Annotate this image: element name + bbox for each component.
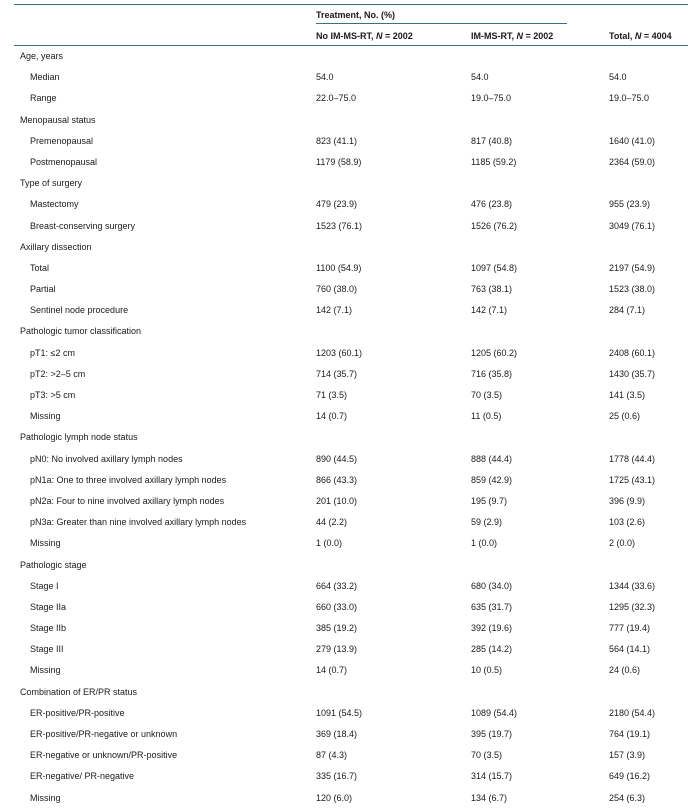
cell-im-ms-rt: 1097 (54.8) [471,262,518,273]
cell-total: 3049 (76.1) [609,220,656,231]
table-row [0,194,688,215]
cell-total: 25 (0.6) [609,411,641,422]
cell-no-im-ms-rt: 1100 (54.9) [316,262,362,273]
table-row [0,131,688,152]
row-label: Range [30,93,57,104]
cell-no-im-ms-rt: 87 (4.3) [316,750,348,761]
table-row [0,491,688,512]
cell-im-ms-rt: 392 (19.6) [471,623,513,634]
row-label: Premenopausal [30,135,94,146]
row-label: Sentinel node procedure [30,305,129,316]
table-row [0,364,688,385]
cell-im-ms-rt: 59 (2.9) [471,517,503,528]
cell-total: 284 (7.1) [609,305,646,316]
cell-im-ms-rt: 817 (40.8) [471,135,513,146]
cell-no-im-ms-rt: 479 (23.9) [316,199,358,210]
row-label: Stage IIa [30,601,67,612]
row-label: pT2: >2–5 cm [30,368,86,379]
table-row [0,406,688,427]
cell-im-ms-rt: 1185 (59.2) [471,156,517,167]
row-label: Missing [30,665,61,676]
cell-no-im-ms-rt: 142 (7.1) [316,305,353,316]
table-row [0,279,688,300]
cell-total: 1344 (33.6) [609,580,656,591]
cell-im-ms-rt: 70 (3.5) [471,390,503,400]
column-header-no-im-ms-rt: No IM-MS-RT, N = 2002 [316,31,413,41]
section-label: Pathologic lymph node status [20,432,138,443]
treatment-group-rule [316,23,567,24]
cell-im-ms-rt: 476 (23.8) [471,199,513,210]
table-row [0,67,688,88]
table-row [0,597,688,618]
cell-no-im-ms-rt: 1091 (54.5) [316,707,363,718]
column-header-im-ms-rt: IM-MS-RT, N = 2002 [471,31,554,41]
table-row [0,639,688,660]
cell-im-ms-rt: 395 (19.7) [471,729,513,739]
table-row [0,88,688,109]
table-row [0,766,688,787]
cell-no-im-ms-rt: 660 (33.0) [316,601,358,612]
cell-total: 2408 (60.1) [609,347,656,358]
cell-im-ms-rt: 134 (6.7) [471,792,508,803]
cell-no-im-ms-rt: 201 (10.0) [316,495,358,506]
cell-im-ms-rt: 635 (31.7) [471,601,513,612]
section-header-row [0,173,688,194]
table-row [0,258,688,279]
section-label: Type of surgery [20,178,83,189]
cell-im-ms-rt: 1526 (76.2) [471,220,518,231]
cell-no-im-ms-rt: 54.0 [316,72,334,83]
section-label: Age, years [20,51,64,61]
row-label: pN3a: Greater than nine involved axillary lymph nodes [30,517,247,528]
cell-total: 764 (19.1) [609,729,651,739]
cell-im-ms-rt: 142 (7.1) [471,305,508,316]
table-row [0,618,688,639]
cell-no-im-ms-rt: 760 (38.0) [316,284,358,295]
cell-total: 777 (19.4) [609,623,651,634]
cell-im-ms-rt: 888 (44.4) [471,453,513,464]
section-header-row [0,682,688,703]
cell-no-im-ms-rt: 1 (0.0) [316,538,343,549]
cell-total: 19.0–75.0 [609,93,650,104]
section-label: Combination of ER/PR status [20,686,138,697]
cell-total: 1523 (38.0) [609,284,656,295]
section-header-row [0,46,688,67]
section-label: Pathologic stage [20,559,87,570]
cell-im-ms-rt: 314 (15.7) [471,771,513,782]
cell-no-im-ms-rt: 71 (3.5) [316,390,348,400]
section-header-row [0,321,688,342]
cell-im-ms-rt: 19.0–75.0 [471,93,512,104]
cell-total: 54.0 [609,72,627,83]
table-row [0,703,688,724]
table-row [0,724,688,745]
cell-total: 955 (23.9) [609,199,651,210]
cell-im-ms-rt: 716 (35.8) [471,368,513,379]
table-row [0,216,688,237]
section-header-row [0,110,688,131]
cell-no-im-ms-rt: 335 (16.7) [316,771,358,782]
cell-total: 141 (3.5) [609,390,646,400]
cell-total: 2197 (54.9) [609,262,656,273]
cell-im-ms-rt: 11 (0.5) [471,411,502,422]
cell-im-ms-rt: 285 (14.2) [471,644,513,655]
cell-total: 1725 (43.1) [609,474,656,485]
cell-no-im-ms-rt: 823 (41.1) [316,135,358,146]
section-header-row [0,237,688,258]
row-label: Total [30,262,50,273]
row-label: Missing [30,411,61,422]
cell-total: 254 (6.3) [609,792,646,803]
cell-no-im-ms-rt: 890 (44.5) [316,453,358,464]
cell-no-im-ms-rt: 14 (0.7) [316,665,348,676]
row-label: pN2a: Four to nine involved axillary lymph nodes [30,495,225,506]
table-row [0,660,688,681]
row-label: Median [30,72,60,83]
cell-im-ms-rt: 1 (0.0) [471,538,498,549]
cell-im-ms-rt: 859 (42.9) [471,474,513,485]
row-label: pT3: >5 cm [30,390,76,400]
cell-no-im-ms-rt: 22.0–75.0 [316,93,357,104]
table-row [0,512,688,533]
cell-total: 24 (0.6) [609,665,641,676]
table-body [0,46,688,809]
cell-im-ms-rt: 54.0 [471,72,489,83]
cell-total: 564 (14.1) [609,644,651,655]
row-label: Stage IIb [30,623,67,634]
table-row [0,745,688,766]
row-label: ER-positive/PR-negative or unknown [30,729,178,739]
section-header-row [0,555,688,576]
cell-im-ms-rt: 1089 (54.4) [471,707,518,718]
row-label: Missing [30,538,61,549]
cell-total: 1778 (44.4) [609,453,656,464]
table-row [0,533,688,554]
cell-total: 103 (2.6) [609,517,646,528]
cell-no-im-ms-rt: 385 (19.2) [316,623,358,634]
table-row [0,152,688,173]
cell-total: 1640 (41.0) [609,135,656,146]
cell-no-im-ms-rt: 369 (18.4) [316,729,358,739]
cell-im-ms-rt: 10 (0.5) [471,665,503,676]
row-label: ER-negative or unknown/PR-positive [30,750,178,761]
section-label: Pathologic tumor classification [20,326,142,337]
table-row [0,300,688,321]
cell-im-ms-rt: 1205 (60.2) [471,347,518,358]
cell-no-im-ms-rt: 664 (33.2) [316,580,358,591]
treatment-group-header: Treatment, No. (%) [316,10,396,20]
row-label: ER-negative/ PR-negative [30,771,135,782]
cell-no-im-ms-rt: 866 (43.3) [316,474,358,485]
cell-no-im-ms-rt: 1203 (60.1) [316,347,363,358]
table-row [0,343,688,364]
row-label: Stage I [30,580,59,591]
cell-total: 157 (3.9) [609,750,646,761]
row-label: pT1: ≤2 cm [30,347,75,358]
row-label: Stage III [30,644,64,655]
table-row [0,449,688,470]
row-label: Missing [30,792,61,803]
cell-total: 2180 (54.4) [609,707,656,718]
table-row [0,470,688,491]
section-label: Menopausal status [20,114,96,125]
cell-total: 1430 (35.7) [609,368,656,379]
row-label: pN0: No involved axillary lymph nodes [30,453,183,464]
table-row [0,788,688,809]
cell-no-im-ms-rt: 279 (13.9) [316,644,358,655]
section-label: Axillary dissection [20,241,92,252]
cell-total: 396 (9.9) [609,495,646,506]
cell-total: 649 (16.2) [609,771,651,782]
cell-total: 2 (0.0) [609,538,636,549]
table-row [0,576,688,597]
cell-no-im-ms-rt: 1523 (76.1) [316,220,363,231]
row-label: Postmenopausal [30,156,98,167]
table-top-rule [14,4,688,5]
cell-total: 1295 (32.3) [609,601,656,612]
cell-total: 2364 (59.0) [609,156,656,167]
table-row [0,385,688,406]
cell-no-im-ms-rt: 120 (6.0) [316,792,353,803]
cell-no-im-ms-rt: 44 (2.2) [316,517,348,528]
cell-no-im-ms-rt: 714 (35.7) [316,368,358,379]
row-label: ER-positive/PR-positive [30,707,125,718]
row-label: pN1a: One to three involved axillary lymph nodes [30,474,227,485]
row-label: Partial [30,284,56,295]
cell-no-im-ms-rt: 1179 (58.9) [316,156,362,167]
column-header-total: Total, N = 4004 [609,31,672,41]
cell-im-ms-rt: 195 (9.7) [471,495,508,506]
cell-no-im-ms-rt: 14 (0.7) [316,411,348,422]
cell-im-ms-rt: 763 (38.1) [471,284,513,295]
section-header-row [0,427,688,448]
cell-im-ms-rt: 680 (34.0) [471,580,513,591]
cell-im-ms-rt: 70 (3.5) [471,750,503,761]
row-label: Mastectomy [30,199,79,210]
row-label: Breast-conserving surgery [30,220,136,231]
